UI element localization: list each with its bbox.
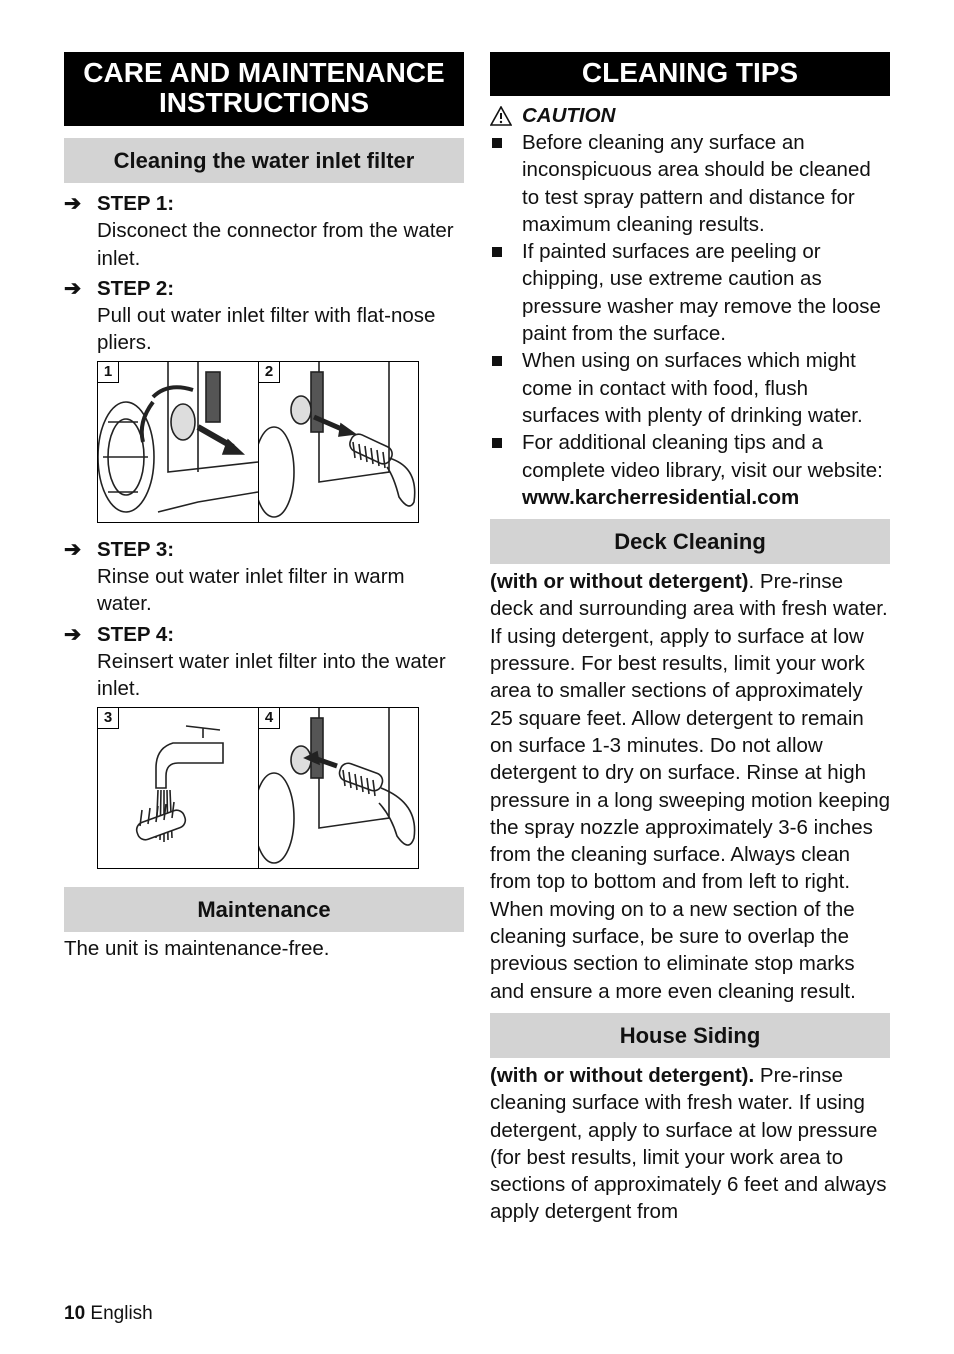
care-maintenance-title: CARE AND MAINTENANCE INSTRUCTIONS bbox=[64, 52, 464, 126]
page-number: 10 bbox=[64, 1303, 86, 1324]
reinsert-filter-illustration bbox=[259, 708, 419, 868]
figure-4 bbox=[258, 708, 418, 868]
step-label: STEP 2: bbox=[97, 276, 175, 300]
left-column bbox=[64, 52, 464, 962]
figure-2 bbox=[258, 362, 418, 522]
step-label: STEP 1: bbox=[97, 192, 175, 215]
step-text: Disconect the connector from the water inlet. bbox=[97, 219, 454, 270]
house-siding-text: (with or without detergent). Pre-rinse cleaning surface with fresh water. If using detergent, apply to surface at low pressure (for best results, limit your work area to sections of approximately 6 feet and always apply detergent from bbox=[490, 1063, 887, 1224]
arrow-right-icon: ➔ bbox=[64, 622, 82, 646]
step-4 bbox=[64, 621, 464, 703]
arrow-right-icon: ➔ bbox=[64, 537, 82, 561]
arrow-right-icon: ➔ bbox=[64, 276, 82, 300]
step-2 bbox=[64, 275, 464, 357]
list-item: For additional cleaning tips and a complete video library, visit our website: bbox=[490, 429, 890, 484]
caution-list bbox=[490, 129, 890, 484]
square-bullet-icon bbox=[492, 247, 502, 257]
list-item: When using on surfaces which might come in contact with food, flush surfaces with plenty of drinking water. bbox=[490, 347, 890, 429]
pull-filter-illustration bbox=[259, 362, 419, 522]
figure-3 bbox=[98, 708, 258, 868]
caution-label bbox=[490, 102, 890, 129]
deck-cleaning-text: (with or without detergent). Pre-rinse deck and surrounding area with fresh water. If using detergent, apply to surface at low pressure. For best results, limit your work area to smaller sections of approximately 25 square feet. Allow detergent to remain on surface 1-3 minutes. Do not allow detergent to dry on surface. Rinse at high pressure in a long sweeping motion keeping the spray nozzle approximately 3-6 inches from the cleaning surface. Always clean from top to bottom and from left to right. When moving on to a new section of the cleaning surface, be sure to overlap the previous section to eliminate stop marks and ensure a more even cleaning result. bbox=[490, 570, 891, 1003]
square-bullet-icon bbox=[492, 138, 502, 148]
maintenance-heading: Maintenance bbox=[64, 887, 464, 932]
warning-triangle-icon bbox=[490, 106, 512, 126]
step-1 bbox=[64, 190, 464, 272]
rinse-filter-illustration bbox=[98, 708, 258, 868]
square-bullet-icon bbox=[492, 438, 502, 448]
step-label: STEP 4: bbox=[97, 622, 175, 646]
arrow-right-icon: ➔ bbox=[64, 192, 82, 215]
disconnect-connector-illustration bbox=[98, 362, 258, 522]
step-text: Rinse out water inlet filter in warm water. bbox=[97, 565, 405, 616]
list-item: If painted surfaces are peeling or chipping, use extreme caution as pressure washer may remove the loose paint from the surface. bbox=[490, 238, 890, 347]
figure-row-3-4 bbox=[97, 707, 419, 869]
footer-language: English bbox=[90, 1303, 153, 1324]
square-bullet-icon bbox=[492, 356, 502, 366]
step-3 bbox=[64, 536, 464, 618]
page-footer bbox=[64, 1303, 153, 1325]
list-item: Before cleaning any surface an inconspicuous area should be cleaned to test spray pattern and distance for maximum cleaning results. bbox=[490, 129, 890, 238]
cleaning-tips-title: CLEANING TIPS bbox=[490, 52, 890, 96]
figure-number: 1 bbox=[98, 362, 119, 383]
step-text: Reinsert water inlet filter into the water inlet. bbox=[97, 649, 446, 701]
website-link[interactable]: www.karcherresidential.com bbox=[522, 485, 800, 509]
figure-row-1-2 bbox=[97, 361, 419, 523]
maintenance-text: The unit is maintenance-free. bbox=[64, 936, 330, 960]
deck-cleaning-heading: Deck Cleaning bbox=[490, 519, 890, 564]
figure-1 bbox=[98, 362, 258, 522]
step-text: Pull out water inlet filter with flat-nose pliers. bbox=[97, 304, 436, 355]
figure-number: 4 bbox=[259, 708, 280, 729]
house-siding-heading: House Siding bbox=[490, 1013, 890, 1058]
step-label: STEP 3: bbox=[97, 537, 175, 561]
figure-number: 3 bbox=[98, 708, 119, 729]
water-inlet-filter-heading: Cleaning the water inlet filter bbox=[64, 138, 464, 183]
caution-text: CAUTION bbox=[522, 104, 616, 127]
figure-number: 2 bbox=[259, 362, 280, 383]
right-column bbox=[490, 52, 890, 1234]
